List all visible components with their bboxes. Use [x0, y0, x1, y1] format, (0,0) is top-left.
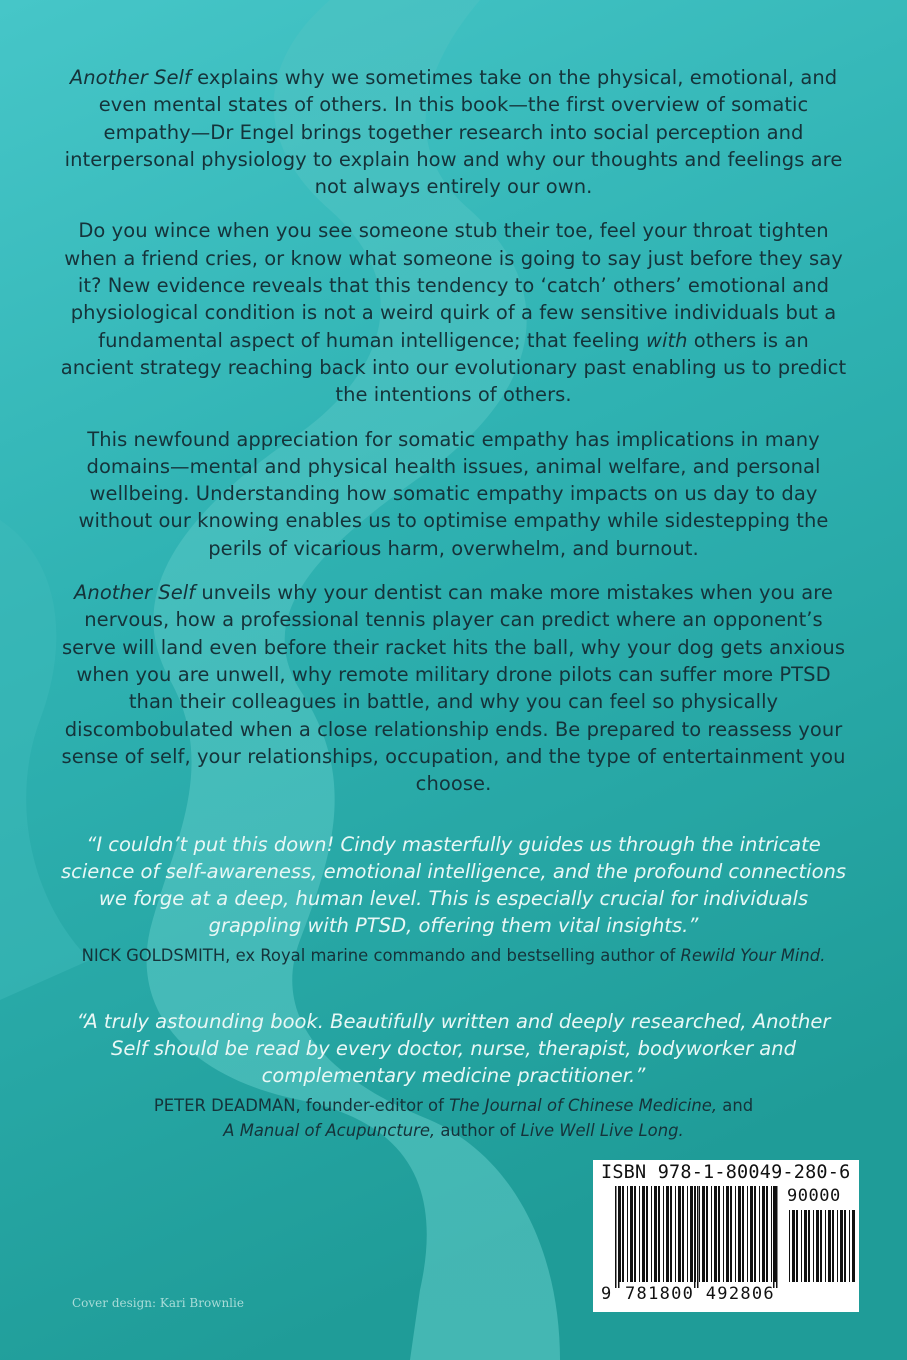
- barcode-guard-bar: [776, 1186, 778, 1288]
- barcode-bar: [651, 1186, 652, 1282]
- endorsement-attribution: PETER DEADMAN, founder-editor of The Journal of Chinese Medicine, and A Manual of Acupuncture, author of Live Well Live Long.: [153, 1096, 754, 1141]
- barcode-bar: [832, 1210, 834, 1282]
- endorsement-2: [60, 1008, 847, 1143]
- book-title: Another Self: [74, 581, 196, 605]
- barcode-bar: [813, 1210, 814, 1282]
- barcode-bar: [639, 1186, 640, 1282]
- barcode-bar: [738, 1186, 741, 1282]
- barcode-bar: [675, 1186, 676, 1282]
- barcode-bar: [789, 1210, 790, 1282]
- barcode-bar: [622, 1186, 624, 1282]
- barcode-bar: [627, 1186, 628, 1282]
- ean-digits: 781800 492806: [625, 1284, 775, 1304]
- barcode-bar: [804, 1210, 807, 1282]
- isbn-number: ISBN 978-1-80049-280-6: [601, 1162, 851, 1183]
- barcode-bar: [771, 1186, 772, 1282]
- barcode-bar: [792, 1210, 795, 1282]
- barcode-guard-bar: [615, 1186, 617, 1288]
- barcode-bar: [747, 1186, 748, 1282]
- barcode-guard-bar: [694, 1186, 696, 1288]
- barcode-bar: [754, 1186, 756, 1282]
- barcode-bar: [646, 1186, 648, 1282]
- barcode-bar: [687, 1186, 688, 1282]
- barcode-bar: [808, 1210, 810, 1282]
- blurb-paragraph-3: This newfound appreciation for somatic empathy has implications in many domains—mental and physical health issues, animal welfare, and personal wellbeing. Understanding how somatic empathy impacts on us day to day without our knowing enables us to optimise empathy while sidestepping the perils of vicarious harm, overwhelm, and burnout.: [78, 427, 829, 560]
- barcode-bar: [630, 1186, 633, 1282]
- barcode-bar: [816, 1210, 819, 1282]
- blurb-paragraph-4: Another Self unveils why your dentist can make more mistakes when you are nervous, how a professional tennis player can predict where an opponent’s serve will land even before their racket hits the ball, why your dog gets anxious when you are unwell, why remote military drone pilots can suffer more PTSD than their colleagues in battle, and why you can feel so physically discombobulated when a close relationship ends. Be prepared to reassess your sense of self, your relationships, occupation, and the type of entertainment you choose.: [61, 581, 846, 796]
- ean-first-digit: 9: [601, 1284, 612, 1304]
- barcode-bar: [730, 1186, 732, 1282]
- barcode-guard-bar: [697, 1186, 699, 1288]
- barcode-bar: [682, 1186, 684, 1282]
- barcode-bar: [735, 1186, 736, 1282]
- book-title: Another Self: [69, 66, 191, 89]
- isbn-barcode: [593, 1160, 859, 1312]
- barcode-bar: [742, 1186, 744, 1282]
- barcode-bar: [726, 1186, 729, 1282]
- barcode-bar: [706, 1186, 708, 1282]
- barcode-bar: [678, 1186, 681, 1282]
- barcode-bar: [699, 1186, 700, 1282]
- barcode-bar: [762, 1186, 765, 1282]
- barcode-bar: [820, 1210, 822, 1282]
- barcode-bar: [825, 1210, 826, 1282]
- cover-design-credit: Cover design: Kari Brownlie: [72, 1296, 244, 1310]
- barcode-bar: [840, 1210, 843, 1282]
- endorsement-attribution: NICK GOLDSMITH, ex Royal marine commando and bestselling author of Rewild Your Mind.: [81, 946, 826, 966]
- endorsement-quote: “A truly astounding book. Beautifully written and deeply researched, Another Self should be read by every doctor, nurse, therapist, bodyworker and complementary medicine practitioner.”: [76, 1010, 831, 1088]
- barcode-bar: [718, 1186, 720, 1282]
- barcode-bar: [849, 1210, 850, 1282]
- back-cover-text: [60, 64, 847, 1143]
- barcode-bar: [801, 1210, 802, 1282]
- endorsement-quote: “I couldn’t put this down! Cindy masterfully guides us through the intricate science of self-awareness, emotional intelligence, and the profound connections we forge at a deep, human level. This is especially crucial for individuals grappling with PTSD, offering them vital insights.”: [60, 833, 847, 938]
- barcode-bar: [702, 1186, 705, 1282]
- barcode-bar: [642, 1186, 645, 1282]
- endorsement-1: [60, 831, 847, 968]
- blurb-paragraph-1: Another Self explains why we sometimes take on the physical, emotional, and even mental states of others. In this book—the first overview of somatic empathy—Dr Engel brings together research into social perception and interpersonal physiology to explain how and why our thoughts and feelings are not always entirely our own.: [64, 66, 843, 199]
- barcode-bar: [634, 1186, 636, 1282]
- barcode-bar: [750, 1186, 753, 1282]
- price-code: 90000: [787, 1186, 841, 1206]
- barcode-guard-bar: [618, 1186, 620, 1288]
- barcode-bar: [759, 1186, 760, 1282]
- barcode-bar: [766, 1186, 768, 1282]
- barcode-bar: [852, 1210, 855, 1282]
- barcode-bar: [844, 1210, 846, 1282]
- barcode-bar: [714, 1186, 717, 1282]
- barcode-bar: [654, 1186, 657, 1282]
- barcode-bar: [796, 1210, 798, 1282]
- barcode-guard-bar: [773, 1186, 775, 1288]
- barcode-bar: [666, 1186, 669, 1282]
- barcode-bar: [663, 1186, 664, 1282]
- barcode-bar: [670, 1186, 672, 1282]
- barcode-bar: [723, 1186, 724, 1282]
- barcode-bar: [658, 1186, 660, 1282]
- blurb-paragraph-2: Do you wince when you see someone stub their toe, feel your throat tighten when a friend cries, or know what someone is going to say just before they say it? New evidence reveals that this tendency to ‘catch’ others’ emotional and physiological condition is not a weird quirk of a few sensitive individuals but a fundamental aspect of human intelligence; that feeling with others is an ancient strategy reaching back into our evolutionary past enabling us to predict the intentions of others.: [60, 219, 847, 407]
- barcode-bar: [837, 1210, 838, 1282]
- barcode-bar: [690, 1186, 693, 1282]
- barcode-bar: [828, 1210, 831, 1282]
- barcode-bar: [711, 1186, 712, 1282]
